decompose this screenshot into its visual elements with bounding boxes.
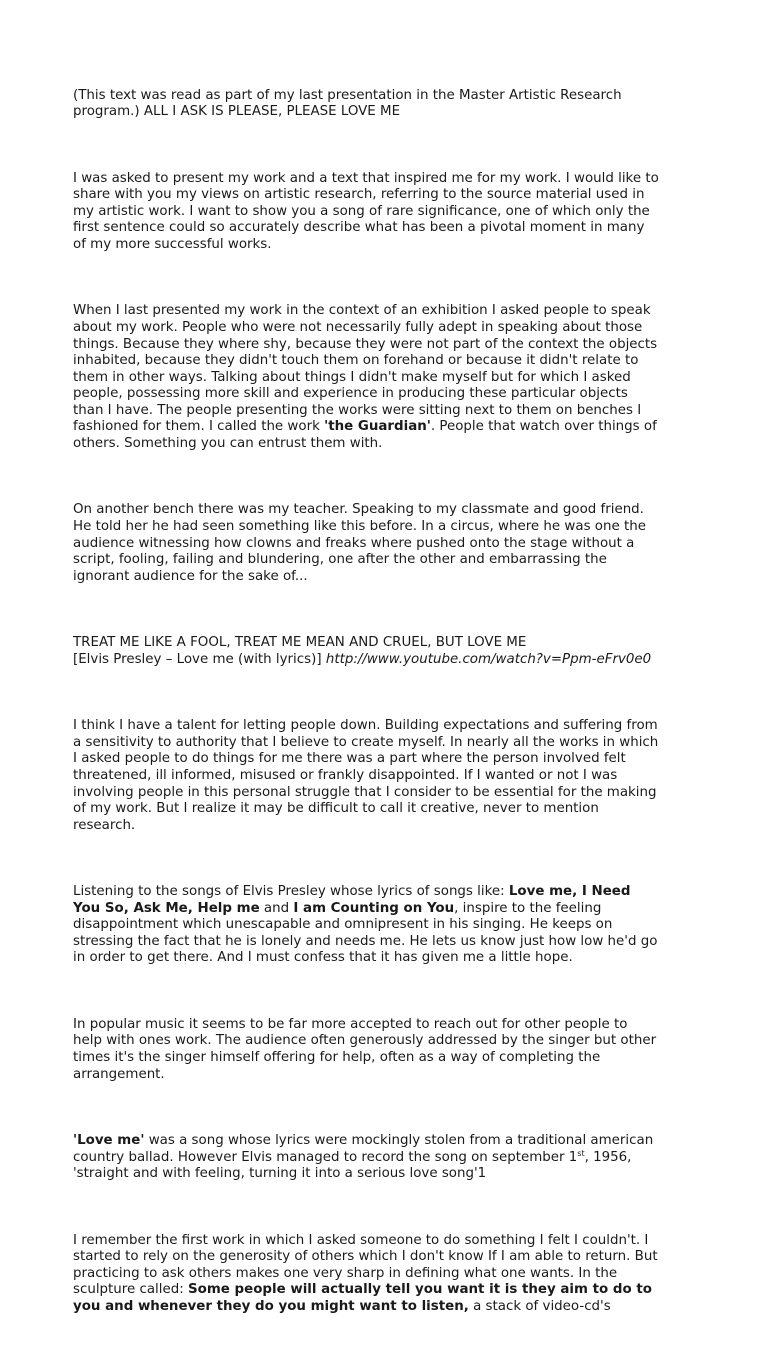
paragraph-elvis-songs <box>73 884 701 967</box>
paragraph-popular-music <box>73 1017 701 1083</box>
paragraph-first-work <box>73 1233 701 1316</box>
paragraph-presentation <box>73 171 701 254</box>
sculpture-title: Some people will actually tell you want it is they aim to do to you and whenever they do you might want to listen, <box>73 1282 652 1314</box>
paragraph-exhibition <box>73 303 701 452</box>
intro-paragraph <box>73 88 701 121</box>
ordinal-superscript: st <box>577 1148 585 1158</box>
paragraph-text: a stack of video-cd's <box>468 1298 611 1314</box>
intro-text: (This text was read as part of my last presentation in the Master Artistic Research program.) ALL I ASK IS PLEASE, PLEASE LOVE ME <box>73 87 622 120</box>
paragraph-text: , 1956, 'straight and with feeling, turning it into a serious love song'1 <box>73 1149 632 1182</box>
document-page <box>73 71 701 1349</box>
paragraph-text: . People that watch over things of others. Something you can entrust them with. <box>73 419 657 452</box>
song-titles: Love me, I Need You So, Ask Me, Help me <box>73 884 631 916</box>
paragraph-text: I think I have a talent for letting people down. Building expectations and suffering from a sensitivity to authority that I believe to create myself. In nearly all the works in which I asked people to do things for me there was a part where the person involved felt threatened, ill informed, misused or frankly disappointed. If I wanted or not I was involving people in this personal struggle that I consider to be essential for the making of my work. But I realize it may be difficult to call it creative, never to mention research. <box>73 718 659 833</box>
song-title-love-me: 'Love me' <box>73 1133 145 1148</box>
lyrics-quote-text: TREAT ME LIKE A FOOL, TREAT ME MEAN AND CRUEL, BUT LOVE ME [Elvis Presley – Love me (with lyrics)] <box>73 635 527 667</box>
paragraph-text: When I last presented my work in the context of an exhibition I asked people to speak about my work. People who were not necessarily fully adept in speaking about those things. Because they where shy, because they were not part of the context the objects inhabited, because they didn't touch them on forehand or because it didn't relate to them in other ways. Talking about things I didn't make myself but for which I asked people, possessing more skill and experience in producing these particular objects than I have. The people presenting the works were sitting next to them on benches I fashioned for them. I called the work <box>73 303 658 435</box>
song-title-counting: I am Counting on You <box>293 900 455 916</box>
paragraph-text: In popular music it seems to be far more accepted to reach out for other people to help with ones work. The audience often generously addressed by the singer but other times it's the singer himself offering for help, often as a way of completing the arrangement. <box>73 1016 657 1082</box>
paragraph-text: I was asked to present my work and a text that inspired me for my work. I would like to share with you my views on artistic research, referring to the source material used in my artistic work. I want to show you a song of rare significance, one of which only the first sentence could so accurately describe what has been a pivotal moment in many of my more successful works. <box>73 170 659 252</box>
paragraph-text: and <box>259 900 294 916</box>
paragraph-text: Listening to the songs of Elvis Presley whose lyrics of songs like: <box>73 884 509 900</box>
paragraph-love-me <box>73 1133 701 1183</box>
paragraph-text: was a song whose lyrics were mockingly stolen from a traditional american country ballad. However Elvis managed to record the song on september 1 <box>73 1133 654 1165</box>
paragraph-text: On another bench there was my teacher. Speaking to my classmate and good friend. He told her he had seen something like this before. In a circus, where he was one the audience witnessing how clowns and freaks where pushed onto the stage without a script, fooling, failing and blundering, one after the other and embarrassing the ignorant audience for the sake of... <box>73 502 646 584</box>
paragraph-teacher <box>73 502 701 585</box>
work-title-guardian: 'the Guardian' <box>324 419 431 435</box>
youtube-link[interactable]: http://www.youtube.com/watch?v=Ppm-eFrv0e0 <box>325 651 652 667</box>
paragraph-text: I remember the first work in which I asked someone to do something I felt I couldn't. I started to rely on the generosity of others which I don't know If I am able to return. But practicing to ask others makes one very sharp in defining what one wants. In the sculpture called: <box>73 1232 658 1298</box>
paragraph-text: , inspire to the feeling disappointment which unescapable and omnipresent in his singing. He keeps on stressing the fact that he is lonely and needs me. He lets us know just how low he'd go in order to get there. And I must confess that it has given me a little hope. <box>73 900 658 966</box>
paragraph-talent <box>73 718 701 834</box>
paragraph-lyrics-quote <box>73 635 701 668</box>
